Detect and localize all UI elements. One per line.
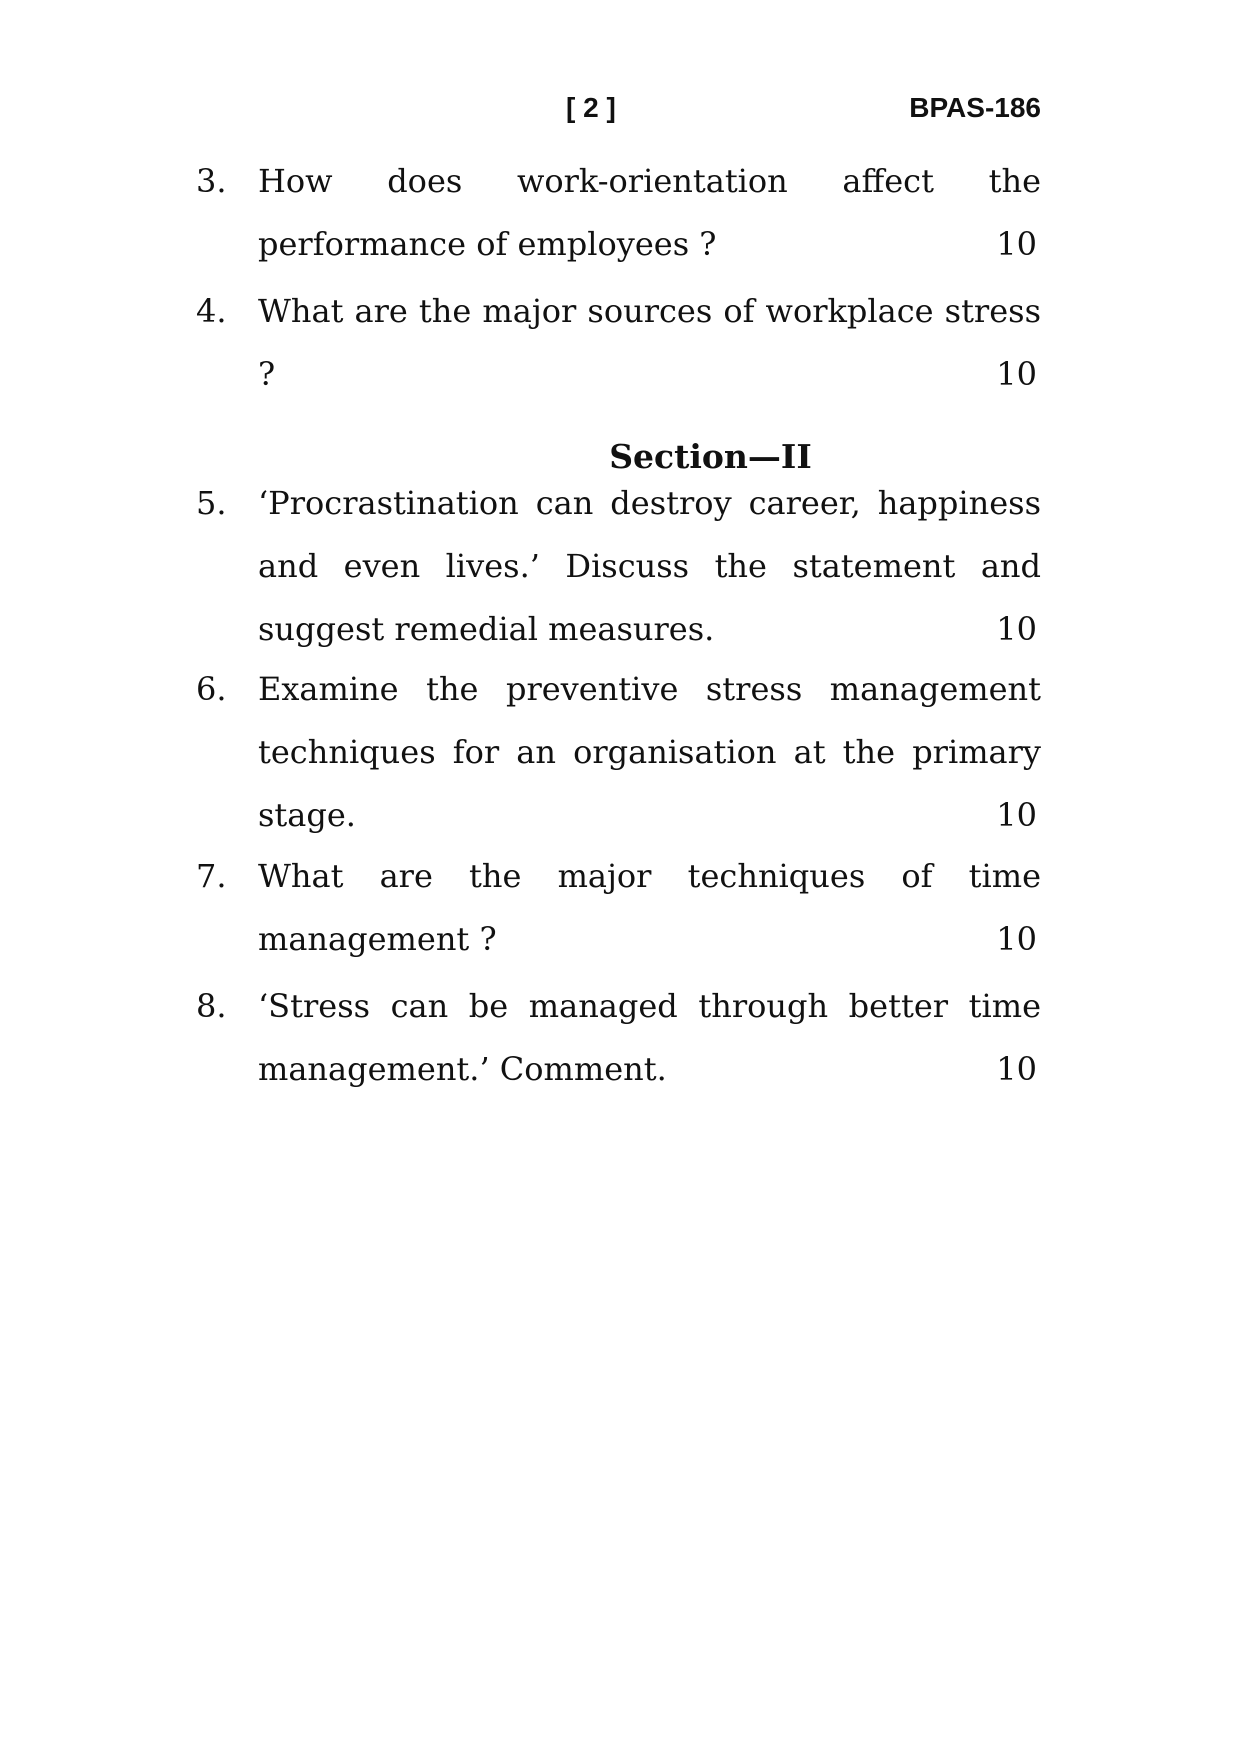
- question-8: [196, 975, 1041, 1101]
- question-number: 5.: [196, 484, 227, 522]
- page-number: [ 2 ]: [566, 92, 616, 123]
- question-text: ‘Procrastination can destroy career, happiness and even lives.’ Discuss the statement and suggest remedial measures.: [258, 484, 1041, 648]
- question-marks: 10: [996, 920, 1037, 958]
- question-5: [196, 472, 1041, 661]
- question-text: How does work-orientation affect the performance of employees ?: [258, 162, 1041, 263]
- question-marks: 10: [996, 355, 1037, 393]
- question-marks: 10: [996, 796, 1037, 834]
- question-number: 4.: [196, 292, 227, 330]
- paper-code: BPAS-186: [909, 92, 1041, 123]
- question-3: [196, 150, 1041, 276]
- question-marks: 10: [996, 1050, 1037, 1088]
- question-4: [196, 280, 1041, 406]
- question-7: [196, 845, 1041, 971]
- question-number: 8.: [196, 987, 227, 1025]
- question-number: 7.: [196, 857, 227, 895]
- question-number: 6.: [196, 670, 227, 708]
- question-text: ‘Stress can be managed through better time management.’ Comment.: [258, 987, 1041, 1088]
- question-text: What are the major techniques of time management ?: [258, 857, 1041, 958]
- question-number: 3.: [196, 162, 227, 200]
- question-marks: 10: [996, 225, 1037, 263]
- question-6: [196, 658, 1041, 847]
- question-text: Examine the preventive stress management techniques for an organisation at the primary stage.: [258, 670, 1041, 834]
- question-marks: 10: [996, 610, 1037, 648]
- question-text: What are the major sources of workplace stress ?: [258, 292, 1041, 393]
- section-title: Section—II: [609, 437, 812, 476]
